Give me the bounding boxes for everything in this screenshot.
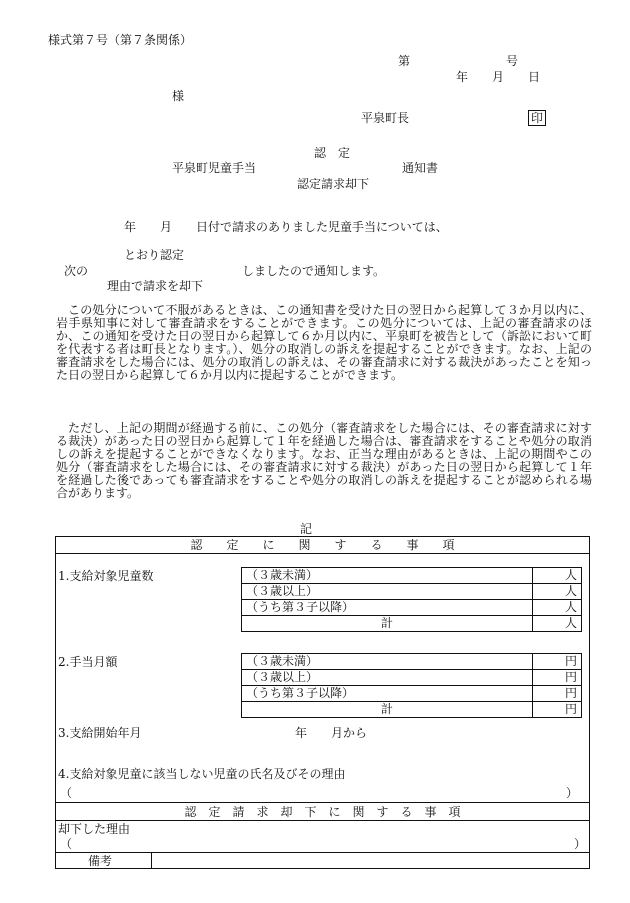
row-label: （３歳以上） bbox=[242, 670, 533, 686]
seal-mark: 印 bbox=[528, 110, 546, 126]
remarks-label: 備考 bbox=[88, 854, 113, 868]
section-reject-header: 認 定 請 求 却 下 に 関 す る 事 項 bbox=[184, 805, 461, 819]
row-unit: 人 bbox=[533, 584, 582, 600]
child-count-table bbox=[241, 567, 582, 632]
table-row bbox=[242, 616, 582, 632]
item-start-month-label: 3.支給開始年月 bbox=[58, 726, 142, 740]
table-row bbox=[242, 686, 582, 702]
row-label: （３歳未満） bbox=[242, 654, 533, 670]
title-suffix: 通知書 bbox=[402, 161, 439, 175]
row-unit: 人 bbox=[533, 568, 582, 584]
row-label: （３歳未満） bbox=[242, 568, 533, 584]
row-unit: 人 bbox=[533, 600, 582, 616]
body-suffix: しましたので通知します。 bbox=[242, 264, 386, 278]
document-number: 第 号 bbox=[398, 54, 519, 68]
body-alt-reject: 理由で請求を却下 bbox=[107, 279, 204, 293]
recipient-suffix: 様 bbox=[172, 89, 185, 103]
form-number: 様式第７号（第７条関係） bbox=[48, 33, 193, 47]
title-alt-reject: 認定請求却下 bbox=[297, 177, 370, 191]
appeal-notice-paragraph: この処分について不服があるときは、この通知書を受けた日の翌日から起算して３か月以内に、岩手県知事に対して審査請求をすることができます。この処分については、上記の審査請求のほか、この通知を受けた日の翌日から起算して６か月以内に、平泉町を被告として（訴訟において町を代表する者は町長となります。）、処分の取消しの訴えを提起することができます。なお、上記の審査請求をした場合には、処分の取消しの訴えは、その審査請求に対する裁決があったことを知った日の翌日から起算して６か月以内に提起することができます。 bbox=[56, 303, 592, 383]
start-month-value: 年 月から bbox=[295, 726, 368, 740]
reject-close-paren: ） bbox=[574, 837, 587, 851]
issuer-name: 平泉町長 bbox=[361, 111, 410, 125]
ki-label: 記 bbox=[300, 522, 313, 536]
item-ineligible-children-label: 4.支給対象児童に該当しない児童の氏名及びその理由 bbox=[58, 767, 346, 781]
issue-date: 年 月 日 bbox=[456, 70, 541, 84]
appeal-deadline-paragraph: ただし、上記の期間が経過する前に、この処分（審査請求をした場合には、その審査請求に対する裁決）があった日の翌日から起算して１年を経過した場合は、審査請求をすることや処分の取消しの訴えを提起することができなくなります。なお、正当な理由があるときは、上記の期間やこの処分（審査請求をした場合には、その審査請求に対する裁決）があった日の翌日から起算して１年を経過した後であっても審査請求をすることや処分の取消しの訴えを提起することが認められる場合があります。 bbox=[56, 421, 592, 501]
row-unit: 円 bbox=[533, 654, 582, 670]
ineligible-close-paren: ） bbox=[566, 786, 579, 800]
table-row bbox=[242, 584, 582, 600]
row-unit: 円 bbox=[533, 670, 582, 686]
section-certify-header: 認 定 に 関 す る 事 項 bbox=[190, 538, 455, 552]
row-unit: 円 bbox=[533, 686, 582, 702]
body-alt-certify: とおり認定 bbox=[124, 248, 185, 262]
title-alt-certify: 認 定 bbox=[314, 146, 351, 160]
monthly-amount-table bbox=[241, 653, 582, 718]
row-label: （うち第３子以降） bbox=[242, 686, 533, 702]
title-prefix: 平泉町児童手当 bbox=[172, 161, 257, 175]
table-row bbox=[242, 654, 582, 670]
row-label: （うち第３子以降） bbox=[242, 600, 533, 616]
total-label: 計 bbox=[242, 616, 533, 632]
total-unit: 人 bbox=[533, 616, 582, 632]
total-label: 計 bbox=[242, 702, 533, 718]
table-row bbox=[242, 600, 582, 616]
table-row bbox=[242, 702, 582, 718]
request-date-line: 年 月 日付で請求のありました児童手当については、 bbox=[124, 220, 448, 234]
table-row bbox=[242, 568, 582, 584]
ineligible-open-paren: （ bbox=[60, 786, 73, 800]
table-row bbox=[242, 670, 582, 686]
item-monthly-amount-label: 2.手当月額 bbox=[58, 655, 118, 669]
item-child-count-label: 1.支給対象児童数 bbox=[58, 569, 154, 583]
total-unit: 円 bbox=[533, 702, 582, 718]
reject-open-paren: （ bbox=[60, 837, 73, 851]
reject-reason-label: 却下した理由 bbox=[58, 822, 131, 836]
row-label: （３歳以上） bbox=[242, 584, 533, 600]
body-prefix: 次の bbox=[64, 264, 89, 278]
